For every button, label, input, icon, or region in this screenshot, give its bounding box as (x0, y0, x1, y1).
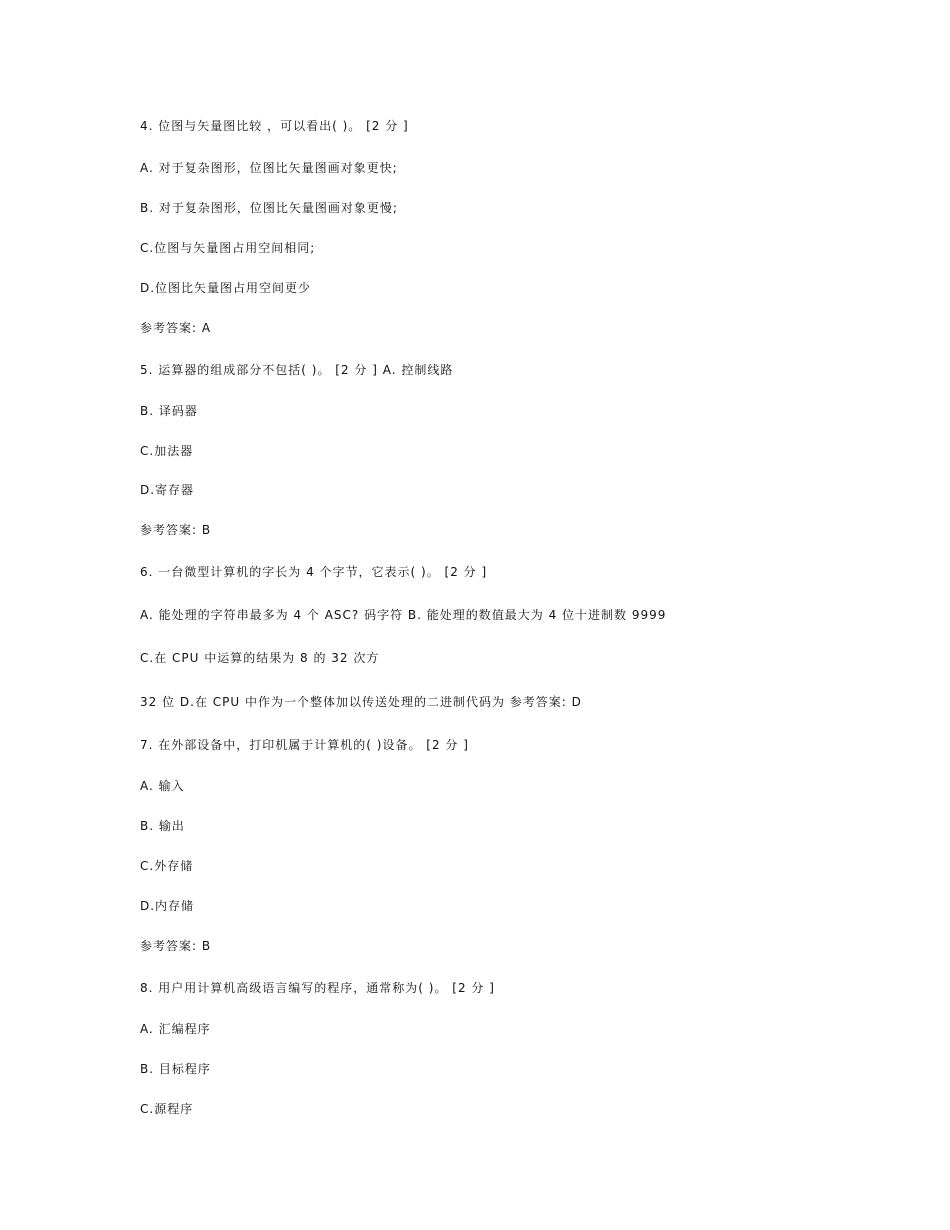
question-5-option-c: C.加法器 (140, 444, 194, 458)
question-6-option-c: C.在 CPU 中运算的结果为 8 的 32 次方 (140, 651, 380, 665)
question-7-option-b: B. 输出 (140, 819, 185, 833)
question-4-option-d: D.位图比矢量图占用空间更少 (140, 281, 312, 295)
question-7-stem: 7. 在外部设备中，打印机属于计算机的( )设备。 [2 分 ] (140, 738, 469, 752)
question-8-option-c: C.源程序 (140, 1102, 194, 1116)
question-4-answer: 参考答案: A (140, 321, 212, 335)
question-4-option-c: C.位图与矢量图占用空间相同; (140, 241, 316, 255)
question-7-option-c: C.外存储 (140, 859, 194, 873)
question-5-option-b: B. 译码器 (140, 404, 198, 418)
question-6-option-ab: A. 能处理的字符串最多为 4 个 ASC? 码字符 B. 能处理的数值最大为 4 位十进制数 9999 (140, 608, 667, 622)
question-7-option-d: D.内存储 (140, 899, 195, 913)
question-4-option-a: A. 对于复杂图形，位图比矢量图画对象更快; (140, 161, 398, 175)
question-7-option-a: A. 输入 (140, 779, 185, 793)
question-4-option-b: B. 对于复杂图形，位图比矢量图画对象更慢; (140, 201, 398, 215)
question-8-option-a: A. 汇编程序 (140, 1022, 211, 1036)
question-8-option-b: B. 目标程序 (140, 1062, 211, 1076)
question-5-stem: 5. 运算器的组成部分不包括( )。 [2 分 ] A. 控制线路 (140, 363, 454, 377)
question-6-stem: 6. 一台微型计算机的字长为 4 个字节，它表示( )。 [2 分 ] (140, 565, 488, 579)
question-5-answer: 参考答案: B (140, 523, 212, 537)
question-7-answer: 参考答案: B (140, 939, 212, 953)
question-6-option-d-answer: 32 位 D.在 CPU 中作为一个整体加以传送处理的二进制代码为 参考答案: D (140, 695, 582, 709)
question-8-stem: 8. 用户用计算机高级语言编写的程序，通常称为( )。 [2 分 ] (140, 981, 495, 995)
question-4-stem: 4. 位图与矢量图比较 ，可以看出( )。 [2 分 ] (140, 119, 409, 133)
question-5-option-d: D.寄存器 (140, 483, 195, 497)
